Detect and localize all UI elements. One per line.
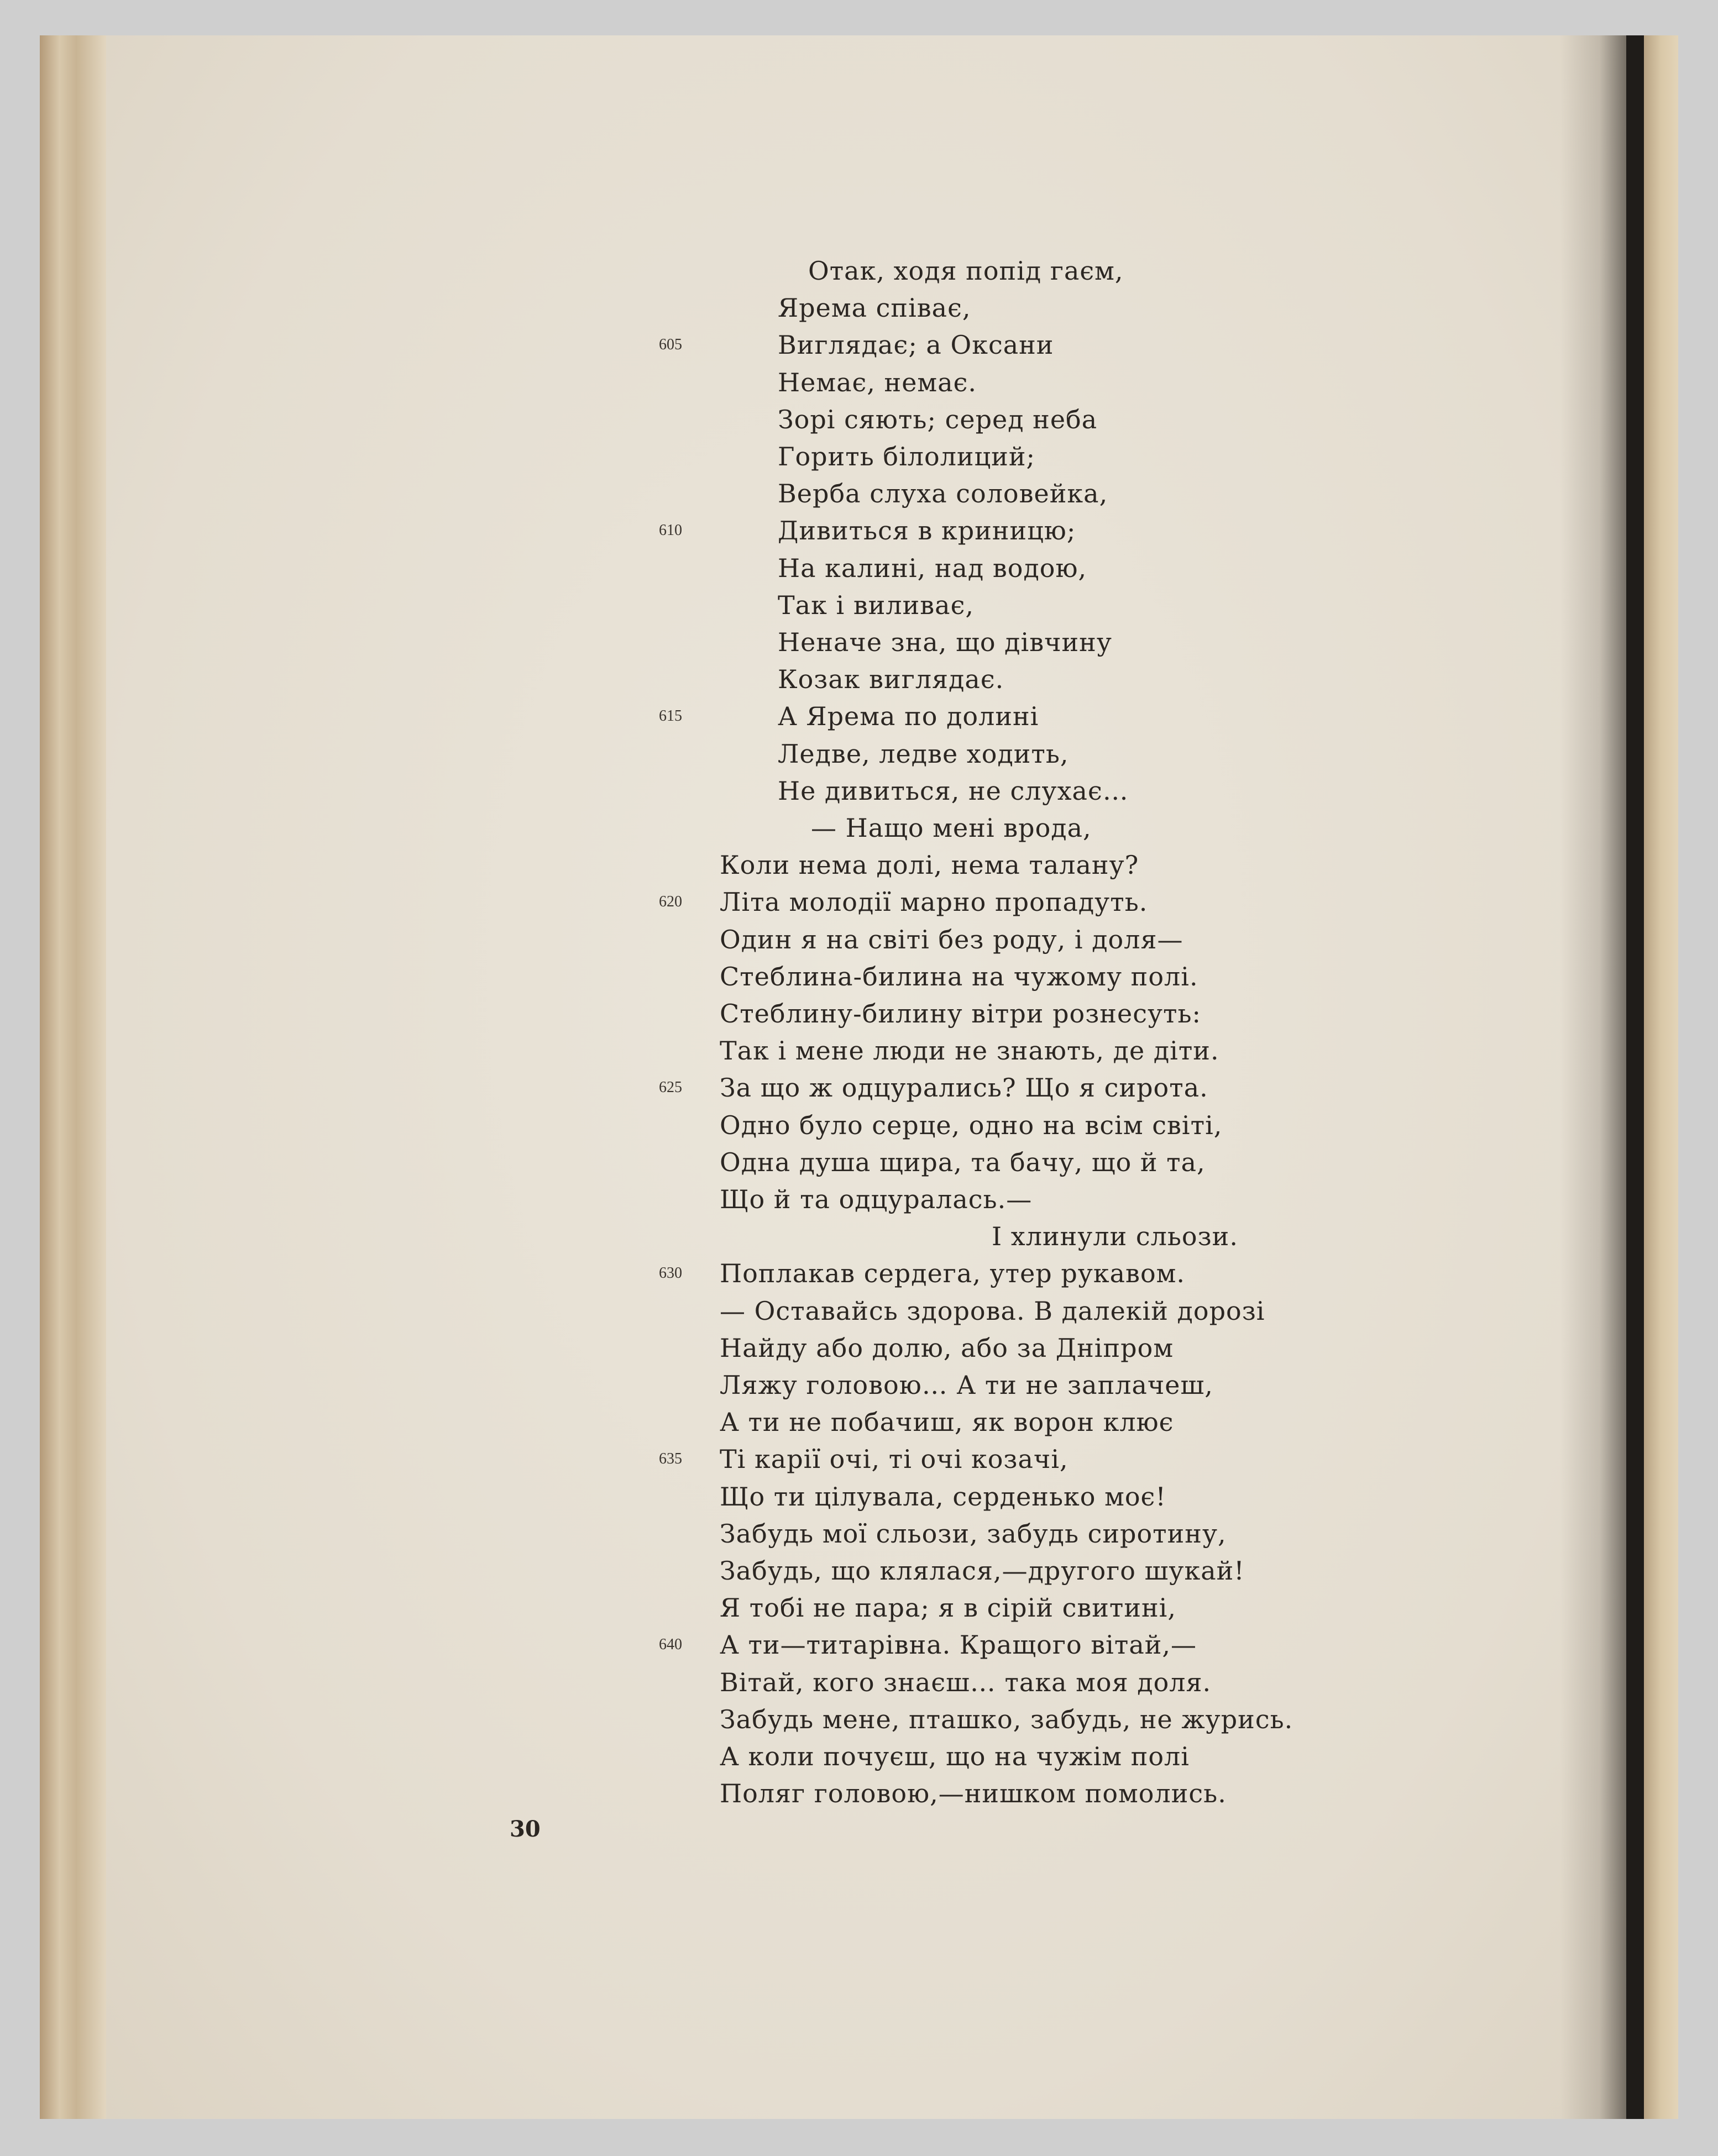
poem-line: Стеблина-билина на чужому полі. [720,961,1198,992]
poem-line: На калині, над водою, [778,553,1087,583]
poem-line: Виглядає; а Оксани [778,330,1054,360]
poem-line: Одно було серце, одно на всім світі, [720,1110,1223,1140]
poem-line: Зорі сяють; серед неба [778,404,1098,434]
poem-text [40,35,1678,2119]
poem-line: І хлинули сльози. [992,1221,1238,1252]
poem-line: Літа молодії марно пропадуть. [720,887,1148,917]
poem-line: Верба слуха соловейка, [778,479,1108,509]
poem-line: Горить білолиций; [778,442,1035,471]
poem-line: — Нащо мені врода, [811,813,1092,843]
poem-line: Так і мене люди не знають, де діти. [720,1036,1219,1066]
poem-line: Стеблину-билину вітри рознесуть: [720,999,1202,1029]
scanned-book-spread [40,35,1678,2119]
poem-line: Що й та одцуралась.— [720,1184,1033,1214]
poem-line: Забудь, що клялася,—другого шукай! [720,1556,1245,1586]
poem-line: Дивиться в криницю; [778,516,1076,546]
poem-line: Так і виливає, [778,590,974,620]
line-number: 610 [659,522,682,539]
poem-line: Неначе зна, що дівчину [778,627,1112,657]
poem-line: Вітай, кого знаєш… така моя доля. [720,1667,1212,1697]
poem-line: Ляжу головою… А ти не заплачеш, [720,1370,1213,1400]
poem-line: Отак, ходя попід гаєм, [808,256,1124,286]
poem-line: Одна душа щира, та бачу, що й та, [720,1147,1206,1177]
line-number: 620 [659,893,682,911]
line-number: 605 [659,336,682,354]
poem-line: Коли нема долі, нема талану? [720,850,1139,880]
poem-line: А коли почуєш, що на чужім полі [720,1741,1190,1771]
poem-line: За що ж одцурались? Що я сирота. [720,1073,1208,1103]
poem-line: Найду або долю, або за Дніпром [720,1333,1174,1363]
poem-line: Козак виглядає. [778,664,1004,695]
poem-line: Я тобі не пара; я в сірій свитині, [720,1593,1177,1623]
page-number: 30 [510,1816,541,1842]
poem-line: Забудь мої сльози, забудь сиротину, [720,1518,1227,1549]
poem-line: Поляг головою,—нишком помолись. [720,1779,1227,1809]
poem-line: А ти—титарівна. Кращого вітай,— [720,1630,1197,1660]
line-number: 630 [659,1265,682,1282]
line-number: 625 [659,1079,682,1097]
poem-line: Немає, немає. [778,367,977,397]
poem-line: Поплакав сердега, утер рукавом. [720,1258,1186,1289]
poem-line: Не дивиться, не слухає… [778,775,1129,806]
line-number: 635 [659,1450,682,1468]
poem-line: Що ти цілувала, серденько моє! [720,1481,1166,1512]
poem-line: Один я на світі без роду, і доля— [720,924,1183,954]
poem-line: Ледве, ледве ходить, [778,738,1069,769]
line-number: 615 [659,707,682,725]
poem-line: А ти не побачиш, як ворон клює [720,1407,1174,1438]
poem-line: Ярема співає, [778,293,971,323]
poem-line: Забудь мене, пташко, забудь, не журись. [720,1704,1293,1734]
poem-line: Ті карії очі, ті очі козачі, [720,1444,1068,1475]
line-number: 640 [659,1636,682,1654]
poem-line: — Оставайсь здорова. В далекій дорозі [720,1295,1265,1326]
poem-line: А Ярема по долині [778,701,1039,732]
